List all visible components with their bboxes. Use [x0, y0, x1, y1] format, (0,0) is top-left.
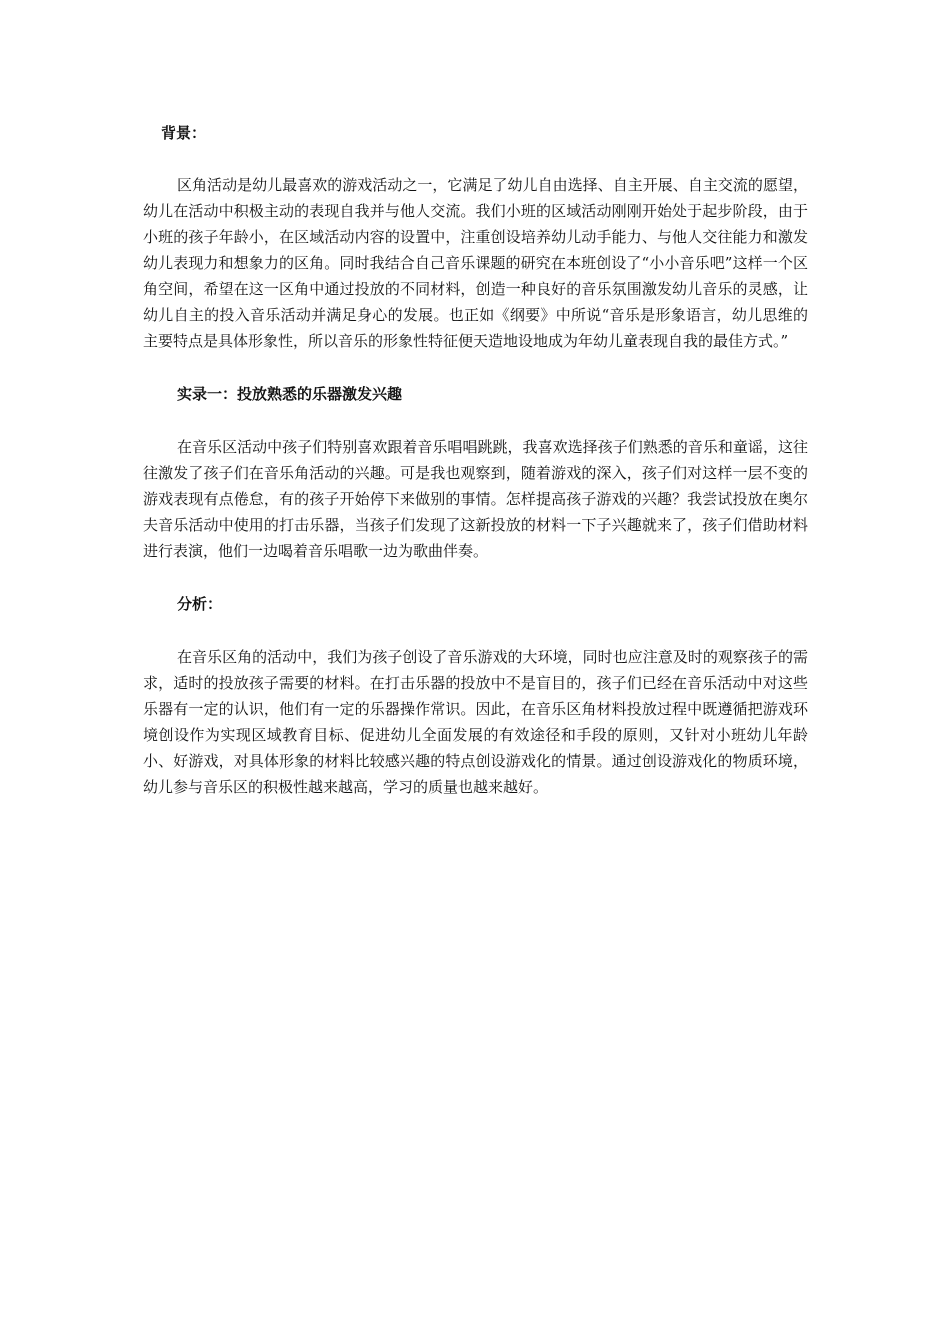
- paragraph-analysis: 在音乐区角的活动中，我们为孩子创设了音乐游戏的大环境，同时也应注意及时的观察孩子的需求，适时的投放孩子需要的材料。在打击乐器的投放中不是盲目的，孩子们已经在音乐活动中对这些乐器有一定的认识，他们有一定的乐器操作常识。因此，在音乐区角材料投放过程中既遵循把游戏环境创设作为实现区域教育目标、促进幼儿全面发展的有效途径和手段的原则，又针对小班幼儿年龄小、好游戏，对具体形象的材料比较感兴趣的特点创设游戏化的情景。通过创设游戏化的物质环境，幼儿参与音乐区的积极性越来越高，学习的质量也越来越好。: [143, 648, 808, 796]
- heading-background: 背景：: [161, 124, 207, 142]
- paragraph-record-1: 在音乐区活动中孩子们特别喜欢跟着音乐唱唱跳跳，我喜欢选择孩子们熟悉的音乐和童谣，这往往激发了孩子们在音乐角活动的兴趣。可是我也观察到，随着游戏的深入，孩子们对这样一层不变的游戏表现有点倦怠，有的孩子开始停下来做别的事情。怎样提高孩子游戏的兴趣？我尝试投放在奥尔夫音乐活动中使用的打击乐器，当孩子们发现了这新投放的材料一下子兴趣就来了，孩子们借助材料进行表演，他们一边喝着音乐唱歌一边为歌曲伴奏。: [143, 438, 808, 560]
- paragraph-background: 区角活动是幼儿最喜欢的游戏活动之一，它满足了幼儿自由选择、自主开展、自主交流的愿望，幼儿在活动中积极主动的表现自我并与他人交流。我们小班的区域活动刚刚开始处于起步阶段，由于小班的孩子年龄小，在区域活动内容的设置中，注重创设培养幼儿动手能力、与他人交往能力和激发幼儿表现力和想象力的区角。同时我结合自己音乐课题的研究在本班创设了“小小音乐吧”这样一个区角空间，希望在这一区角中通过投放的不同材料，创造一种良好的音乐氛围激发幼儿音乐的灵感，让幼儿自主的投入音乐活动并满足身心的发展。也正如《纲要》中所说“音乐是形象语言，幼儿思维的主要特点是具体形象性，所以音乐的形象性特征便天造地设地成为年幼儿童表现自我的最佳方式。”: [143, 176, 808, 350]
- heading-record-1: 实录一：投放熟悉的乐器激发兴趣: [177, 385, 403, 403]
- heading-analysis: 分析：: [177, 595, 223, 613]
- document-page: [143, 120, 808, 800]
